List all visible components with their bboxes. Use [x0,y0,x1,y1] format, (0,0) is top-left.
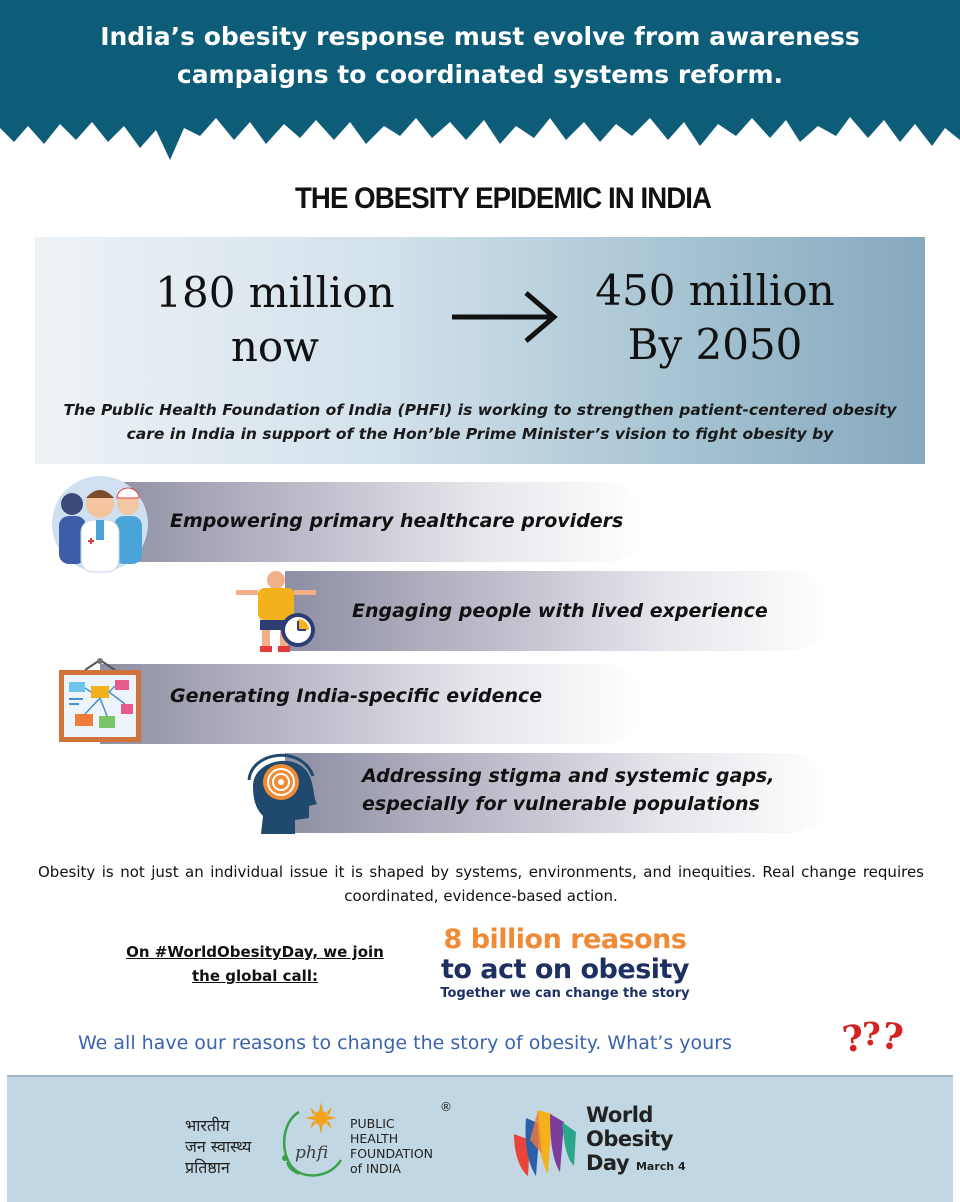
wod-date: March 4 [635,1160,686,1173]
stat-future [580,264,850,372]
reasons-prompt: We all have our reasons to change the story of obesity. What’s yours [78,1032,732,1054]
svg-text:?: ? [839,1016,867,1061]
phfi-name-line-1: PUBLIC [350,1116,395,1131]
section-title: THE OBESITY EPIDEMIC IN INDIA [294,182,711,215]
stat-now [150,266,400,374]
stat-future-value: 450 million [595,266,835,315]
campaign-tagline: Together we can change the story [440,986,690,1001]
phfi-name-line-3: FOUNDATION [350,1146,434,1161]
registered-mark: ® [440,1100,452,1114]
world-obesity-day-logo-icon [508,1104,582,1178]
pillar-label-3: Generating India-specific evidence [170,685,543,707]
pillar-label-2: Engaging people with lived experience [352,600,768,622]
phfi-name-line-4: of INDIA [350,1161,401,1176]
phfi-mark-text: phfi [295,1143,329,1163]
person-clock-icon [232,568,322,658]
phfi-english-name [350,1116,470,1176]
phfi-hindi-line-2: जन स्वास्थ्य [185,1137,252,1156]
stat-now-label: now [230,322,320,371]
stat-future-label: By 2050 [627,320,803,369]
phfi-name-line-2: HEALTH [350,1131,399,1146]
world-obesity-day-text [586,1103,716,1179]
pillar-label-1: Empowering primary healthcare providers [170,510,624,532]
evidence-board-icon [55,658,145,746]
question-marks-icon [838,1005,908,1061]
headline: India’s obesity response must evolve from awareness campaigns to coordinated systems reform. [100,22,860,89]
svg-text:?: ? [878,1014,907,1060]
wod-line-3: Day [586,1151,630,1175]
svg-text:?: ? [862,1015,881,1053]
campaign-line-1: 8 billion reasons [443,924,687,955]
wod-line-1: World [586,1103,653,1127]
phfi-logo-icon [275,1100,345,1180]
phfi-hindi-line-3: प्रतिष्ठान [185,1158,230,1177]
campaign-line-2: to act on obesity [440,954,690,985]
pillar-label-4: Addressing stigma and systemic gaps, especially for vulnerable populations [362,765,775,815]
phfi-hindi-line-1: भारतीय [185,1116,230,1135]
right-arrow-icon [448,287,563,347]
doctors-icon [50,474,150,574]
footer-bar [7,1075,953,1202]
phfi-description: The Public Health Foundation of India (PHFI) is working to strengthen patient-centered obesity care in India in support of the Hon’ble Prime Minister’s vision to fight obesity by [63,401,897,443]
stat-now-value: 180 million [155,268,395,317]
statement-text: Obesity is not just an individual issue it is shaped by systems, environments, and inequities. Real change requires coordinated, evidence-based action. [38,863,924,905]
head-spiral-icon [243,746,321,836]
wod-line-2: Obesity [586,1127,674,1151]
join-call-text: On #WorldObesityDay, we join the global call: [126,943,384,985]
